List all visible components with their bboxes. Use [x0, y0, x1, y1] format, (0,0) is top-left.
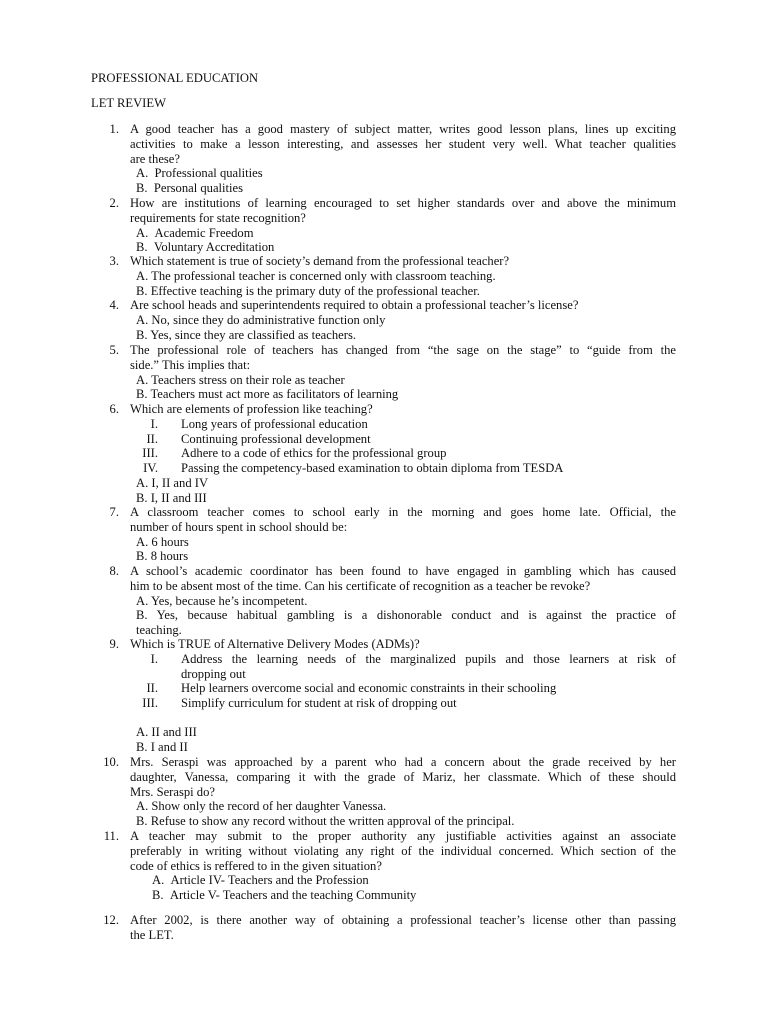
- question-line: A teacher may submit to the proper authority any justifiable activities against an associate: [130, 829, 676, 843]
- question-text: [130, 402, 676, 417]
- statement-item: [181, 652, 676, 682]
- question-text: [130, 196, 676, 226]
- statement-line: Address the learning needs of the marginalized pupils and those learners at risk of: [181, 651, 676, 666]
- roman-numeral-label: IV.: [143, 461, 158, 476]
- statement-line: dropping out: [181, 666, 246, 681]
- question-line: number of hours spent in school should be:: [130, 519, 348, 534]
- option-text: Voluntary Accreditation: [153, 240, 275, 255]
- option-line: [136, 740, 676, 755]
- statement-line: Simplify curriculum for student at risk of dropping out: [181, 696, 457, 711]
- question-line: him to be absent most of the time. Can his certificate of recognition as a teacher be revoke?: [130, 578, 591, 593]
- roman-numeral-label: II.: [146, 681, 158, 696]
- answer-option[interactable]: [152, 873, 676, 888]
- question-line: Which statement is true of society’s demand from the professional teacher?: [130, 254, 510, 268]
- option-line: [136, 549, 676, 564]
- answer-option[interactable]: [136, 608, 676, 638]
- answer-option[interactable]: [136, 373, 676, 388]
- statement-item: [181, 432, 676, 447]
- question-number: 11.: [103, 829, 119, 843]
- option-letter: A.: [136, 166, 149, 181]
- question-line: Mrs. Seraspi do?: [130, 784, 215, 799]
- option-letter: B.: [136, 608, 148, 623]
- question-text: [130, 298, 676, 313]
- question-line: requirements for state recognition?: [130, 210, 306, 225]
- option-line: [136, 373, 676, 388]
- option-text: Professional qualities: [154, 166, 263, 181]
- answer-option[interactable]: [152, 888, 676, 903]
- question-line: preferably in writing without violating any right of the individual concerned. Which section of the: [130, 843, 676, 858]
- roman-numeral-label: III.: [142, 446, 158, 461]
- option-line: [136, 594, 676, 609]
- question-line: daughter, Vanessa, comparing it with the grade of Mariz, her classmate. Which of these should: [130, 769, 676, 784]
- question-line: A good teacher has a good mastery of subject matter, writes good lesson plans, lines up exciting: [130, 122, 676, 136]
- statement-line: Passing the competency-based examination to obtain diploma from TESDA: [181, 461, 564, 476]
- statement-item: [181, 696, 676, 711]
- roman-numeral-label: II.: [146, 431, 158, 446]
- option-text: II and III: [151, 725, 197, 739]
- question-number: 4.: [109, 298, 119, 312]
- option-letter: A.: [136, 312, 149, 327]
- question-line: Which is TRUE of Alternative Delivery Modes (ADMs)?: [130, 637, 420, 651]
- option-line: [136, 491, 676, 506]
- question-line: code of ethics is reffered to in the given situation?: [130, 858, 382, 873]
- answer-option[interactable]: [136, 313, 676, 328]
- page-subtitle: LET REVIEW: [91, 96, 166, 110]
- option-line: [136, 387, 676, 402]
- question-number: 1.: [109, 122, 119, 136]
- question-line: Mrs. Seraspi was approached by a parent who had a concern about the grade received by her: [130, 755, 676, 769]
- option-text: Yes, since they are classified as teachers.: [150, 327, 356, 342]
- question-number: 12.: [103, 913, 119, 927]
- option-line: [136, 284, 676, 299]
- option-letter: B.: [136, 240, 148, 255]
- question-text: [130, 505, 676, 535]
- option-text: I, II and III: [150, 490, 207, 505]
- option-letter: B.: [136, 283, 148, 298]
- option-text: 6 hours: [151, 534, 189, 549]
- statement-item: [181, 681, 676, 696]
- question-line: Which are elements of profession like teaching?: [130, 402, 373, 416]
- question-line: Are school heads and superintendents required to obtain a professional teacher’s license?: [130, 298, 579, 312]
- statement-line: Long years of professional education: [181, 416, 368, 431]
- question-number: 7.: [109, 505, 119, 519]
- option-text: Article V- Teachers and the teaching Community: [169, 888, 417, 903]
- question-line: A school’s academic coordinator has been found to have engaged in gambling which has caused: [130, 564, 676, 578]
- question-number: 9.: [109, 637, 119, 651]
- option-line: [136, 799, 676, 814]
- option-text: Yes, because he’s incompetent.: [150, 593, 308, 608]
- option-letter: A.: [136, 534, 149, 549]
- question-text: [130, 829, 676, 873]
- option-line: [136, 535, 676, 550]
- answer-option[interactable]: [136, 799, 676, 814]
- question-number: 5.: [109, 343, 119, 357]
- option-letter: B.: [136, 814, 148, 829]
- question-line: activities to make a lesson interesting, and assesses her student very well. What teacher qualities: [130, 136, 676, 151]
- question-text: [130, 254, 676, 269]
- question-line: A classroom teacher comes to school early in the morning and goes home late. Official, the: [130, 505, 676, 519]
- question-number: 6.: [109, 402, 119, 416]
- roman-numeral-label: III.: [142, 696, 158, 711]
- question-text: [130, 755, 676, 799]
- roman-numeral-label: I.: [150, 416, 158, 431]
- option-letter: B.: [152, 888, 164, 903]
- option-line: [136, 725, 676, 740]
- option-letter: B.: [136, 490, 148, 505]
- page-title: PROFESSIONAL EDUCATION: [91, 71, 259, 85]
- answer-option[interactable]: [136, 284, 676, 299]
- question-line: The professional role of teachers has changed from “the sage on the stage” to “guide from the: [130, 343, 676, 357]
- question-text: [130, 637, 676, 652]
- answer-option[interactable]: [136, 476, 676, 491]
- option-text: Teachers must act more as facilitators of learning: [150, 387, 399, 402]
- answer-option[interactable]: [136, 535, 676, 550]
- question-number: 8.: [109, 564, 119, 578]
- answer-option[interactable]: [136, 814, 676, 829]
- option-text: The professional teacher is concerned only with classroom teaching.: [151, 268, 496, 283]
- roman-numeral-label: I.: [150, 651, 158, 666]
- option-text: Refuse to show any record without the written approval of the principal.: [150, 814, 515, 829]
- answer-option[interactable]: [136, 740, 676, 755]
- answer-option[interactable]: [136, 181, 676, 196]
- option-letter: B.: [136, 387, 148, 402]
- option-letter: A.: [136, 593, 149, 608]
- option-text: Personal qualities: [153, 181, 244, 196]
- question-number: 2.: [109, 196, 119, 210]
- option-letter: B.: [136, 739, 148, 754]
- answer-option[interactable]: [136, 269, 676, 284]
- question-text: [130, 122, 676, 166]
- option-text: I and II: [150, 739, 188, 754]
- option-line: [136, 608, 676, 623]
- answer-option[interactable]: [136, 387, 676, 402]
- question-line: are these?: [130, 151, 180, 166]
- answer-option[interactable]: [136, 240, 676, 255]
- option-line: [136, 240, 676, 255]
- question-number: 10.: [103, 755, 119, 769]
- option-text: 8 hours: [150, 549, 189, 564]
- question-text: [130, 913, 676, 943]
- option-text: No, since they do administrative function only: [151, 312, 386, 327]
- option-line: [136, 181, 676, 196]
- question-line: side.” This implies that:: [130, 357, 251, 372]
- option-line: [136, 226, 676, 241]
- option-line: [152, 888, 676, 903]
- option-letter: A.: [136, 225, 149, 240]
- option-line: [136, 328, 676, 343]
- option-line: [136, 623, 676, 638]
- option-letter: A.: [136, 799, 149, 814]
- option-line: [136, 313, 676, 328]
- option-letter: A.: [136, 268, 149, 283]
- option-text: Teachers stress on their role as teacher: [151, 372, 345, 387]
- answer-option[interactable]: [136, 549, 676, 564]
- option-text: Effective teaching is the primary duty of the professional teacher.: [150, 283, 480, 298]
- option-letter: A.: [136, 476, 149, 490]
- statement-item: [181, 446, 676, 461]
- option-text: Academic Freedom: [154, 225, 254, 240]
- question-text: [130, 564, 676, 594]
- option-letter: A.: [152, 873, 165, 888]
- answer-option[interactable]: [136, 166, 676, 181]
- question-line: After 2002, is there another way of obtaining a professional teacher’s license other than passing: [130, 913, 676, 927]
- option-line: [136, 166, 676, 181]
- question-line: How are institutions of learning encouraged to set higher standards over and above the minimum: [130, 196, 676, 210]
- option-line: [152, 873, 676, 888]
- statement-line: Continuing professional development: [181, 431, 371, 446]
- question-text: [130, 343, 676, 373]
- option-text: I, II and IV: [151, 476, 209, 490]
- option-letter: B.: [136, 549, 148, 564]
- option-letter: B.: [136, 181, 148, 196]
- option-line: [136, 269, 676, 284]
- statement-line: Adhere to a code of ethics for the professional group: [181, 446, 447, 461]
- option-text: Article IV- Teachers and the Profession: [170, 873, 369, 888]
- option-letter: A.: [136, 725, 149, 739]
- option-text: Yes, because habitual gambling is a dishonorable conduct and is against the practice of: [156, 608, 676, 623]
- answer-option[interactable]: [136, 328, 676, 343]
- answer-option[interactable]: [136, 594, 676, 609]
- statement-line: Help learners overcome social and economic constraints in their schooling: [181, 681, 557, 696]
- question-line: the LET.: [130, 927, 174, 942]
- answer-option[interactable]: [136, 491, 676, 506]
- answer-option[interactable]: [136, 725, 676, 740]
- option-text: Show only the record of her daughter Vanessa.: [151, 799, 387, 814]
- answer-option[interactable]: [136, 226, 676, 241]
- statement-item: [181, 461, 676, 476]
- statement-item: [181, 417, 676, 432]
- question-number: 3.: [109, 254, 119, 268]
- option-text: teaching.: [136, 623, 182, 638]
- option-letter: B.: [136, 327, 148, 342]
- option-line: [136, 814, 676, 829]
- option-line: [136, 476, 676, 491]
- option-letter: A.: [136, 372, 149, 387]
